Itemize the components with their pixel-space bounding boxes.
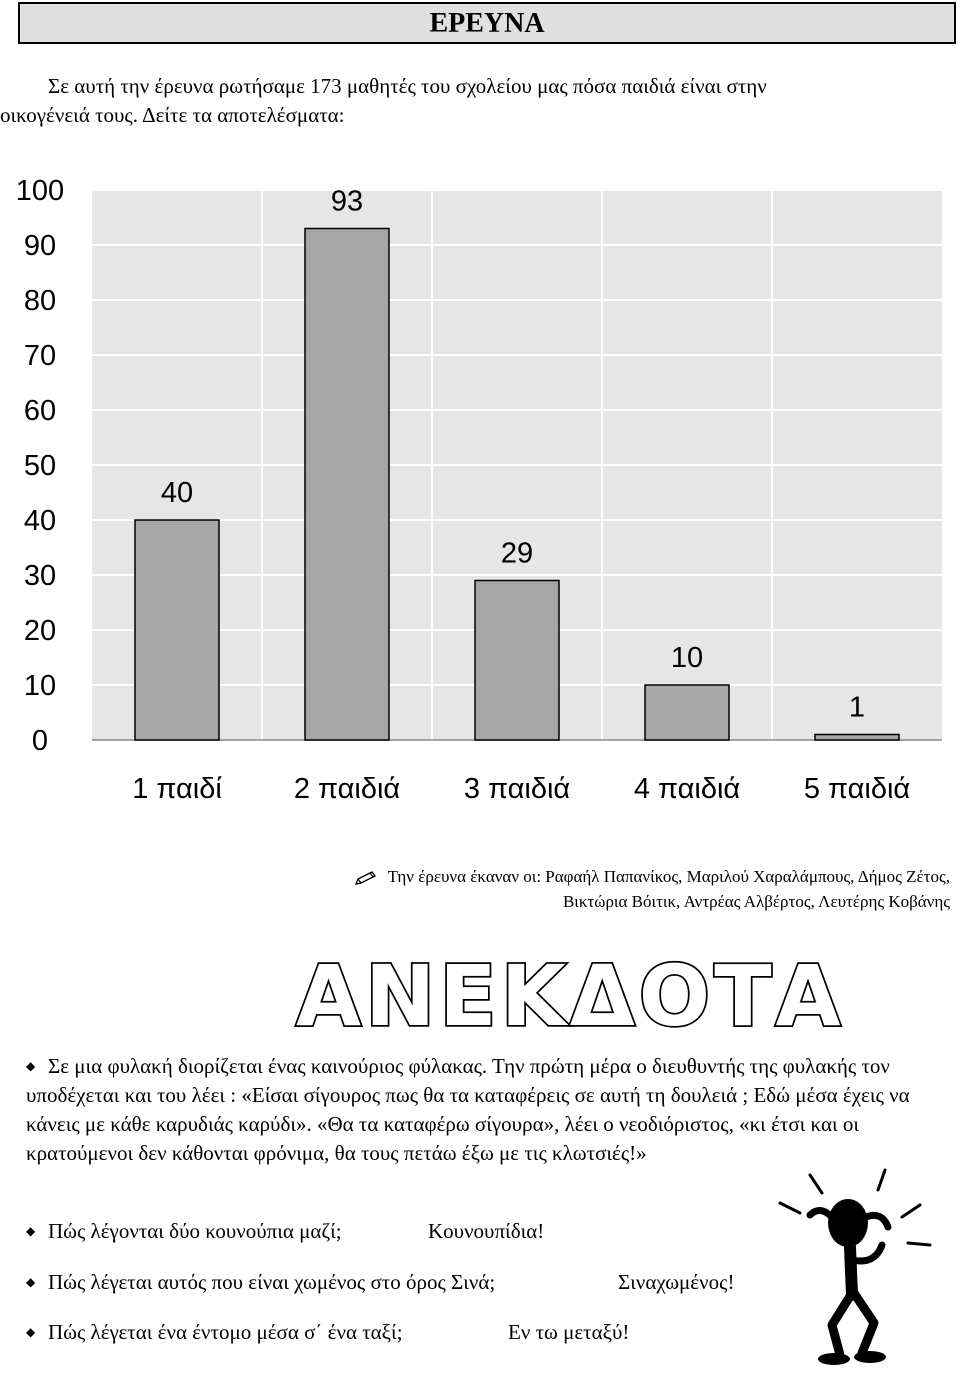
anekdota-text: ΑΝΕΚΔΟΤΑ [296, 947, 845, 1045]
joke-main-text: Σε μια φυλακή διορίζεται ένας καινούριος φύλακας. Την πρώτη μέρα ο διευθυντής της φυλακής τον υποδέχεται και του λέει : «Είσαι σίγουρος πως θα τα καταφέρεις σε αυτή τη δουλειά ; Εδώ μέσα έχεις να κάνεις με κάθε καρυδιάς καρύδι». «Θα τα καταφέρω σίγουρα», λέει ο νεοδιόριστος, «κι έτσι και οι κρατούμενοι δεν κάθονται φρόνιμα, θα τους πετάω έξω με τις κλωτσιές!» [26, 1054, 910, 1165]
diamond-bullet-icon: ◆ [26, 1325, 36, 1339]
joke-main [26, 1052, 946, 1168]
diamond-bullet-icon: ◆ [26, 1059, 36, 1073]
x-category-label: 5 παιδιά [803, 773, 911, 805]
credits-line-1: Την έρευνα έκαναν οι: Ραφαήλ Παπανίκος, Μαριλού Χαραλάμπους, Δήμος Ζέτος, [387, 867, 950, 886]
y-tick-label: 100 [15, 175, 65, 207]
x-category-label: 1 παιδί [132, 773, 222, 805]
joke-q2-answer: Σιναχωμένος! [618, 1270, 735, 1294]
bar [135, 520, 219, 740]
y-tick-label: 40 [23, 505, 57, 537]
y-tick-label: 80 [23, 285, 57, 317]
x-category-label: 3 παιδιά [463, 773, 571, 805]
y-tick-label: 60 [23, 395, 57, 427]
data-label: 93 [330, 185, 364, 218]
joke-q1-question: Πώς λέγονται δύο κουνούπια μαζί; [48, 1219, 342, 1243]
x-category-label: 4 παιδιά [633, 773, 741, 805]
joke-q2-question: Πώς λέγεται αυτός που είναι χωμένος στο όρος Σινά; [48, 1270, 496, 1294]
intro-line-1: Σε αυτή την έρευνα ρωτήσαμε 173 μαθητές του σχολείου μας πόσα παιδιά είναι στην [48, 74, 767, 98]
anekdota-heading [288, 935, 845, 1045]
page-title: ΕΡΕΥΝΑ [429, 8, 545, 39]
bar [475, 581, 559, 741]
y-tick-label: 0 [31, 725, 49, 757]
y-tick-label: 20 [23, 615, 57, 647]
bar [815, 735, 899, 741]
y-tick-label: 70 [23, 340, 57, 372]
cartoon-figure-icon [770, 1165, 950, 1370]
joke-q3-answer: Εν τω μεταξύ! [508, 1320, 630, 1344]
data-label: 29 [500, 537, 534, 570]
pencil-icon [354, 870, 378, 886]
y-tick-label: 30 [23, 560, 57, 592]
x-category-label: 2 παιδιά [293, 773, 401, 805]
y-tick-label: 50 [23, 450, 57, 482]
bar [305, 229, 389, 741]
data-label: 40 [160, 477, 194, 509]
data-label: 10 [670, 642, 704, 674]
joke-q3 [26, 1318, 726, 1347]
intro-paragraph [0, 72, 940, 130]
joke-q2 [26, 1268, 826, 1297]
y-tick-label: 90 [23, 230, 57, 262]
diamond-bullet-icon: ◆ [26, 1275, 36, 1289]
data-label: 1 [848, 691, 866, 724]
bar [645, 685, 729, 740]
y-tick-label: 10 [23, 670, 57, 702]
joke-q1-answer: Κουνουπίδια! [428, 1219, 545, 1243]
credits-line-2: Βικτώρια Βόιτικ, Αντρέας Αλβέρτος, Λευτέρης Κοβάνης [562, 892, 950, 911]
bar-chart [0, 170, 960, 820]
intro-line-2: οικογένειά τους. Δείτε τα αποτελέσματα: [0, 103, 345, 127]
joke-q1 [26, 1217, 726, 1246]
diamond-bullet-icon: ◆ [26, 1224, 36, 1238]
credits [190, 864, 950, 914]
page-title-box [18, 2, 956, 44]
joke-q3-question: Πώς λέγεται ένα έντομο μέσα σ΄ ένα ταξί; [48, 1320, 403, 1344]
